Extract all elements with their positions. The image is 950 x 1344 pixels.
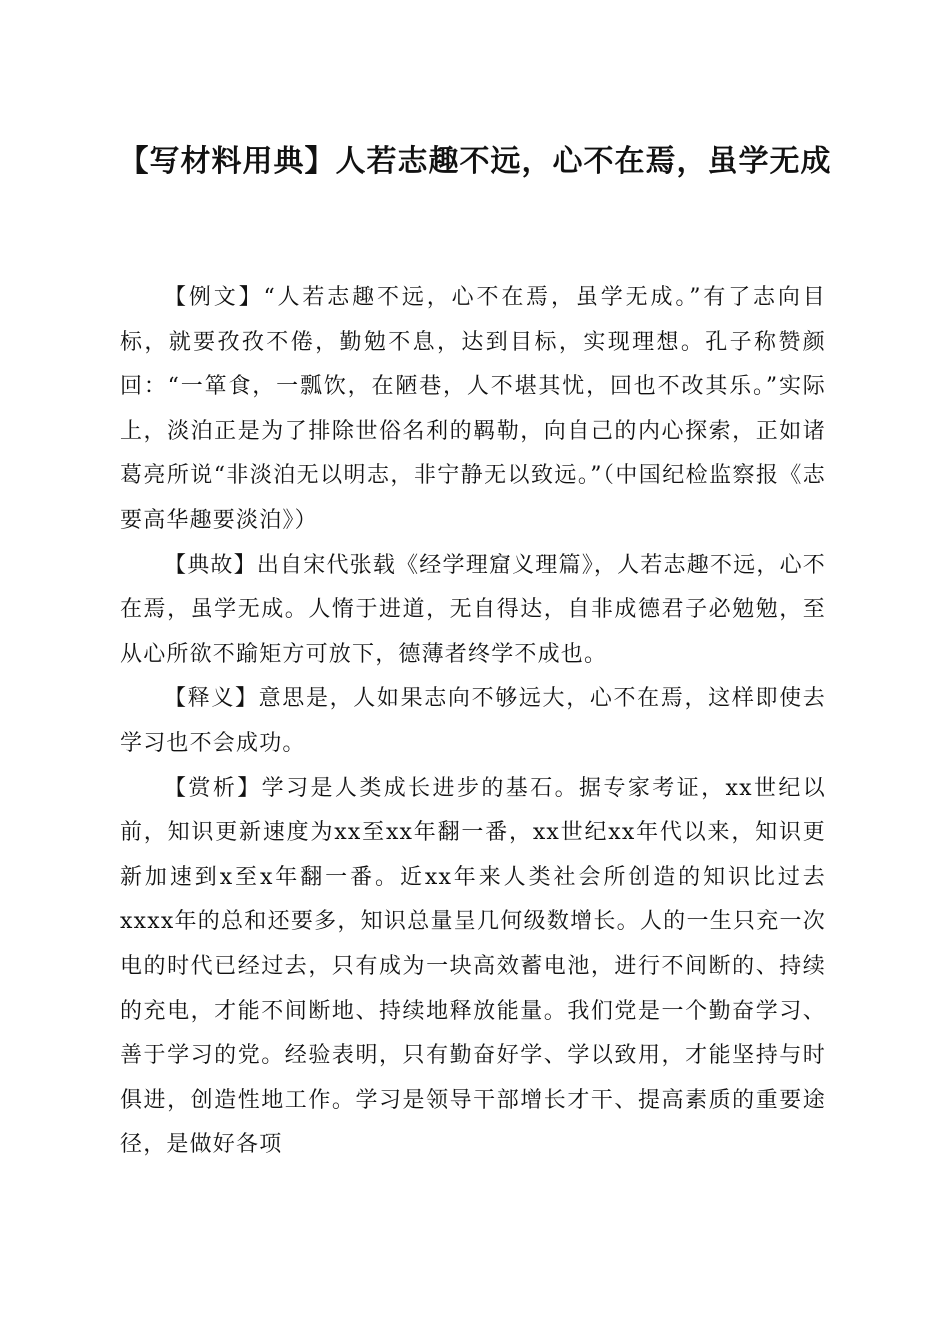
paragraph-meaning: 【释义】意思是，人如果志向不够远大，心不在焉，这样即使去学习也不会成功。 (120, 686, 826, 756)
document-title: 【写材料用典】人若志趣不远，心不在焉，虽学无成 (118, 144, 832, 179)
paragraph-example: 【例文】“人若志趣不远，心不在焉，虽学无成。”有了志向目标，就要孜孜不倦，勤勉不息，达到目标，实现理想。孔子称赞颜回：“一箪食，一瓢饮，在陋巷，人不堪其忧，回也不改其乐。”实际上，淡泊正是为了排除世俗名利的羁勒，向自己的内心探索，正如诸葛亮所说“非淡泊无以明志，非宁静无以致远。”（中国纪检监察报《志要高华趣要淡泊》） (120, 285, 826, 533)
paragraph-appreciation: 【赏析】学习是人类成长进步的基石。据专家考证，xx世纪以前，知识更新速度为xx至xx年翻一番，xx世纪xx年代以来，知识更新加速到x至x年翻一番。近xx年来人类社会所创造的知识比过去xxxx年的总和还要多，知识总量呈几何级数增长。人的一生只充一次电的时代已经过去，只有成为一块高效蓄电池，进行不间断的、持续的充电，才能不间断地、持续地释放能量。我们党是一个勤奋学习、善于学习的党。经验表明，只有勤奋好学、学以致用，才能坚持与时俱进，创造性地工作。学习是领导干部增长才干、提高素质的重要途径，是做好各项 (120, 775, 826, 1158)
document-body (120, 276, 826, 1168)
paragraph-allusion: 【典故】出自宋代张载《经学理窟义理篇》，人若志趣不远，心不在焉，虽学无成。人惰于进道，无自得达，自非成德君子必勉勉，至从心所欲不踰矩方可放下，德薄者终学不成也。 (120, 552, 826, 667)
